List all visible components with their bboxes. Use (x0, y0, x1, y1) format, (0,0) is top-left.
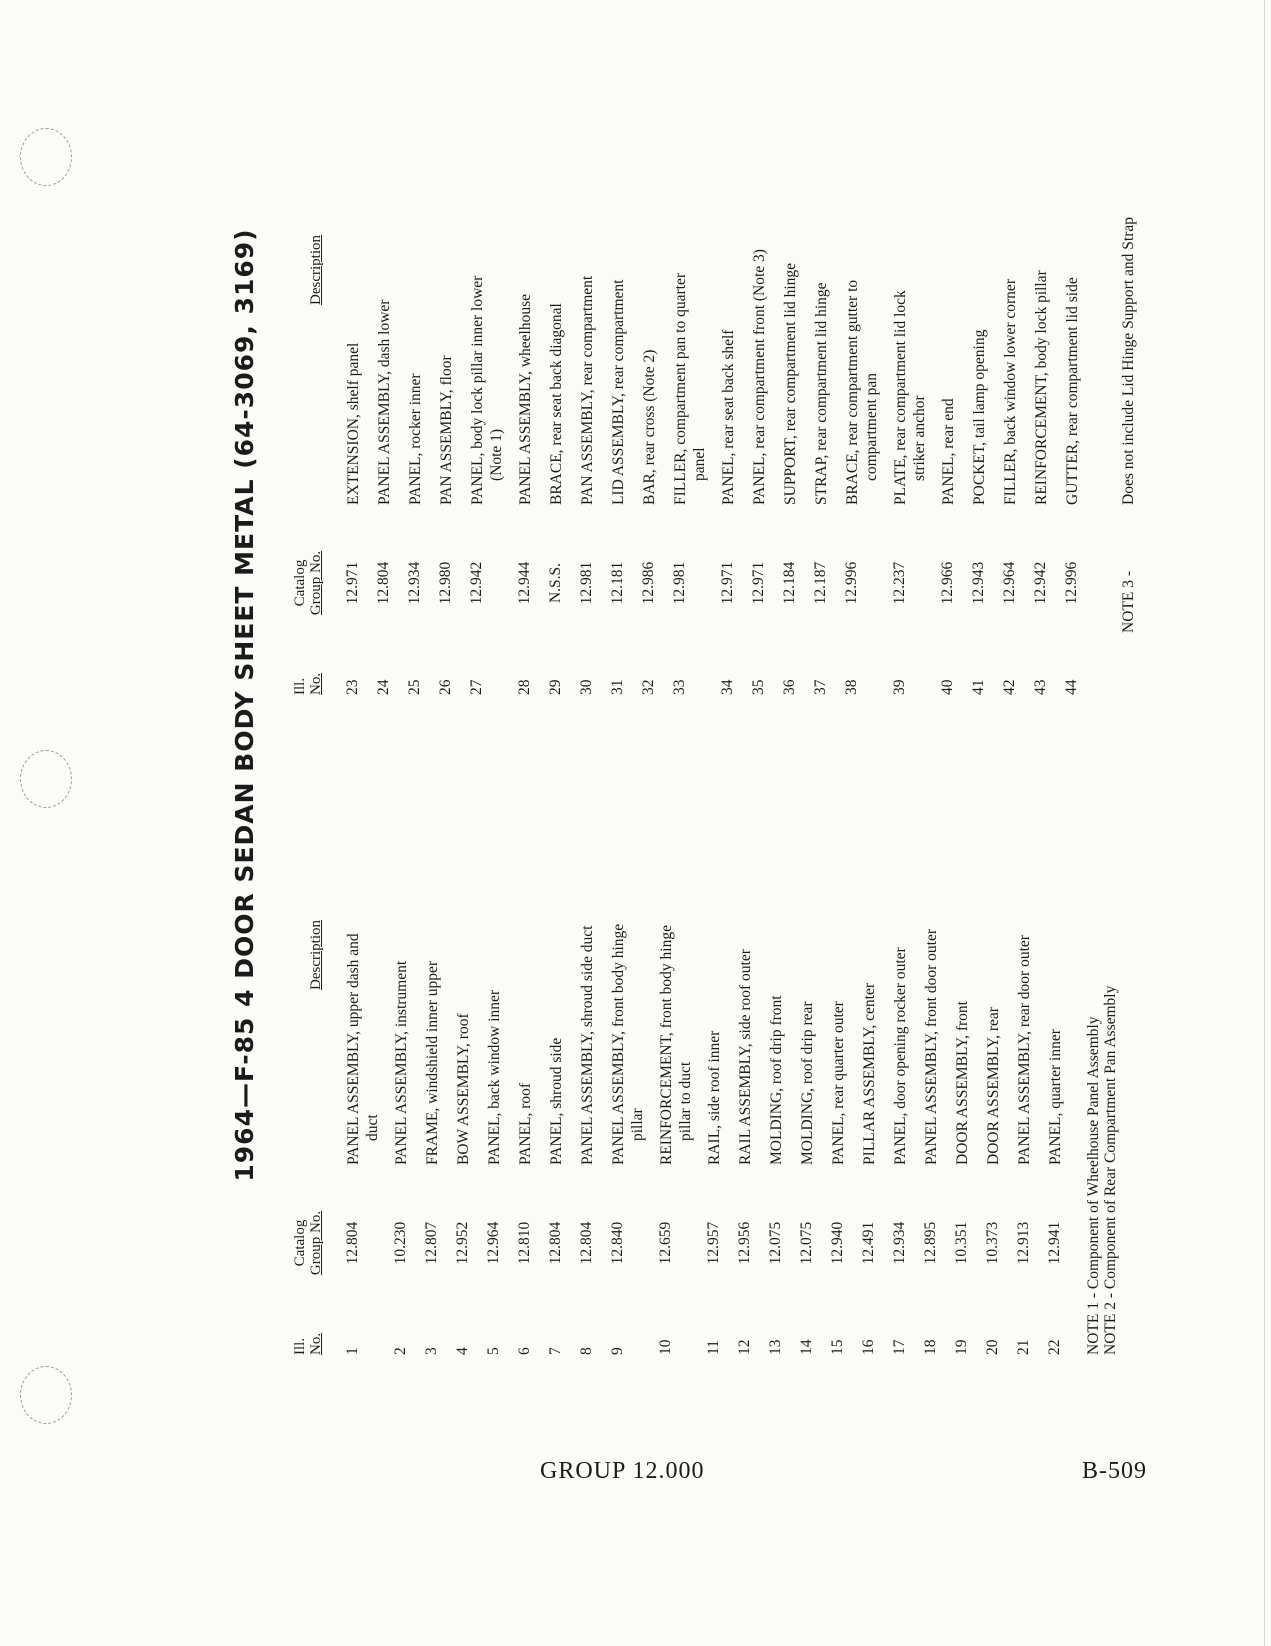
description (843, 35, 881, 505)
ill-no: 3 (423, 1347, 440, 1355)
catalog-group-no: 12.941 (1046, 1221, 1063, 1265)
description-text: PANEL, rear compartment front (Note 3) (751, 249, 768, 505)
ill-no: 44 (1063, 679, 1080, 695)
table-row (750, 15, 781, 695)
description (578, 745, 597, 1165)
description-text: MOLDING, roof drip front (768, 995, 785, 1165)
header-catalog: Catalog Group No. (292, 550, 324, 616)
table-row (705, 735, 736, 1355)
description-text: DOOR ASSEMBLY, rear (985, 1007, 1002, 1165)
ill-no: 24 (375, 679, 392, 695)
description (485, 745, 504, 1165)
ill-no: 35 (750, 679, 767, 695)
description-text: PANEL, quarter inner (1047, 1029, 1064, 1165)
description-text: PANEL ASSEMBLY, front body hinge (610, 923, 627, 1165)
table-row (437, 15, 468, 695)
page-edge (1264, 0, 1265, 1646)
catalog-group-no: 12.913 (1015, 1221, 1032, 1265)
table-row (423, 735, 454, 1355)
description (516, 35, 535, 505)
table-row (485, 735, 516, 1355)
catalog-group-no: 10.230 (392, 1221, 409, 1265)
description-text: PANEL ASSEMBLY, front door outer (923, 929, 940, 1165)
description-text: PANEL ASSEMBLY, rear door outer (1016, 935, 1033, 1165)
description (423, 745, 442, 1165)
ill-no: 32 (640, 679, 657, 695)
catalog-group-no: 12.942 (1032, 561, 1049, 605)
catalog-group-no: 12.964 (485, 1221, 502, 1265)
description-text: DOOR ASSEMBLY, front (954, 1001, 971, 1165)
table-row (609, 15, 640, 695)
rotated-parts-table (230, 15, 1190, 1395)
ill-no: 5 (485, 1347, 502, 1355)
description (1046, 745, 1065, 1165)
ill-no: 1 (344, 1347, 361, 1355)
ill-no: 40 (939, 679, 956, 695)
description (547, 35, 566, 505)
catalog-group-no: 12.810 (516, 1221, 533, 1265)
description-text: PANEL, rear quarter outer (830, 1001, 847, 1165)
table-row (843, 15, 891, 695)
description (891, 745, 910, 1165)
description-text: PANEL, roof (517, 1082, 534, 1165)
description (1032, 35, 1051, 505)
ill-no: 28 (516, 679, 533, 695)
description-text: BRACE, rear compartment gutter to (844, 279, 861, 505)
note-3-text: Does not include Lid Hinge Support and Strap (1120, 217, 1137, 505)
ill-no: 31 (609, 679, 626, 695)
description (939, 35, 958, 505)
table-body-left (344, 735, 1077, 1355)
description-text: RAIL, side roof inner (706, 1030, 723, 1165)
table-header (286, 735, 344, 1355)
description (468, 35, 506, 505)
catalog-group-no: 12.996 (1063, 561, 1080, 605)
description-text: PANEL ASSEMBLY, shroud side duct (579, 925, 596, 1165)
table-row (984, 735, 1015, 1355)
description-text: MOLDING, roof drip rear (799, 1001, 816, 1165)
description (984, 745, 1003, 1165)
description-text: LID ASSEMBLY, rear compartment (610, 279, 627, 505)
ill-no: 9 (609, 1347, 626, 1355)
catalog-group-no: N.S.S. (547, 562, 564, 604)
binder-hole-bottom (20, 1366, 72, 1424)
table-row (406, 15, 437, 695)
catalog-group-no: 12.807 (423, 1221, 440, 1265)
table-row (736, 735, 767, 1355)
table-row (719, 15, 750, 695)
group-label: GROUP 12.000 (540, 1458, 705, 1484)
ill-no: 30 (578, 679, 595, 695)
notes-block (1085, 735, 1119, 1355)
ill-no: 17 (891, 1339, 908, 1355)
ill-no: 26 (437, 679, 454, 695)
description (798, 745, 817, 1165)
table-row (798, 735, 829, 1355)
table-row (812, 15, 843, 695)
description-text: GUTTER, rear compartment lid side (1064, 277, 1081, 505)
description-text: PANEL, rear end (940, 398, 957, 505)
catalog-group-no: 12.971 (750, 561, 767, 605)
description (437, 35, 456, 505)
header-ill-no: Ill. No. (292, 1332, 324, 1355)
page-title: 1964—F-85 4 DOOR SEDAN BODY SHEET METAL (64-3069, 3169) (230, 228, 259, 1182)
description-text: PANEL, body lock pillar inner lower (469, 275, 486, 505)
description-text: FRAME, windshield inner upper (424, 960, 441, 1165)
description-text: PANEL, back window inner (486, 989, 503, 1165)
table-row (781, 15, 812, 695)
ill-no: 42 (1001, 679, 1018, 695)
header-ill-no: Ill. No. (292, 672, 324, 695)
description (344, 745, 382, 1165)
table-row (939, 15, 970, 695)
description (829, 745, 848, 1165)
table-row (344, 15, 375, 695)
table-row (922, 735, 953, 1355)
catalog-group-no: 12.971 (344, 561, 361, 605)
catalog-group-no: 12.840 (609, 1221, 626, 1265)
description (953, 745, 972, 1165)
catalog-group-no: 12.944 (516, 561, 533, 605)
description-text: BRACE, rear seat back diagonal (548, 303, 565, 505)
header-description: Description (308, 235, 324, 305)
catalog-group-no: 12.184 (781, 561, 798, 605)
description (781, 35, 800, 505)
description-text: PLATE, rear compartment lid lock (892, 290, 909, 505)
ill-no: 12 (736, 1339, 753, 1355)
table-row (891, 15, 939, 695)
parts-table-left (286, 735, 1119, 1355)
catalog-group-no: 12.804 (375, 561, 392, 605)
description-text: REINFORCEMENT, front body hinge (658, 925, 675, 1165)
binder-hole-middle (20, 750, 72, 808)
description-text: STRAP, rear compartment lid hinge (813, 282, 830, 505)
ill-no: 18 (922, 1339, 939, 1355)
ill-no: 37 (812, 679, 829, 695)
parts-table-right (286, 15, 1137, 695)
ill-no: 4 (454, 1347, 471, 1355)
catalog-group-no: 12.491 (860, 1221, 877, 1265)
ill-no: 39 (891, 679, 908, 695)
header-catalog: Catalog Group No. (292, 1210, 324, 1276)
description (1063, 35, 1082, 505)
table-row (953, 735, 984, 1355)
table-row (891, 735, 922, 1355)
description-text: FILLER, compartment pan to quarter (672, 272, 689, 505)
table-row (344, 735, 392, 1355)
catalog-group-no: 12.181 (609, 561, 626, 605)
table-row (375, 15, 406, 695)
catalog-group-no: 12.996 (843, 561, 860, 605)
description-text: PAN ASSEMBLY, rear compartment (579, 275, 596, 505)
description (671, 35, 709, 505)
description-continuation: pillar to duct (677, 1061, 694, 1141)
header-description: Description (308, 920, 324, 990)
catalog-group-no: 12.804 (578, 1221, 595, 1265)
catalog-group-no: 12.966 (939, 561, 956, 605)
table-row (609, 735, 657, 1355)
description-continuation: pillar (629, 1108, 646, 1141)
catalog-group-no: 12.075 (798, 1221, 815, 1265)
description-text: RAIL ASSEMBLY, side roof outer (737, 949, 754, 1165)
table-row (1001, 15, 1032, 695)
ill-no: 25 (406, 679, 423, 695)
catalog-group-no: 12.986 (640, 561, 657, 605)
description (657, 745, 695, 1165)
description-text: BOW ASSEMBLY, roof (455, 1013, 472, 1165)
ill-no: 29 (547, 679, 564, 695)
ill-no: 33 (671, 679, 688, 695)
description-text: BAR, rear cross (Note 2) (641, 349, 658, 505)
ill-no: 43 (1032, 679, 1049, 695)
table-row (671, 15, 719, 695)
description-text: REINFORCEMENT, body lock pillar (1033, 270, 1050, 505)
catalog-group-no: 12.957 (705, 1221, 722, 1265)
description (375, 35, 394, 505)
description (970, 35, 989, 505)
description-text: EXTENSION, shelf panel (345, 342, 362, 505)
description (767, 745, 786, 1165)
description (719, 35, 738, 505)
description (547, 745, 566, 1165)
ill-no: 13 (767, 1339, 784, 1355)
table-row (657, 735, 705, 1355)
catalog-group-no: 12.934 (406, 561, 423, 605)
description-text: PANEL ASSEMBLY, instrument (393, 960, 410, 1165)
description-text: PANEL, door opening rocker outer (892, 947, 909, 1165)
description (516, 745, 535, 1165)
table-row (640, 15, 671, 695)
description-text: PANEL, rear seat back shelf (720, 329, 737, 505)
catalog-group-no: 10.351 (953, 1221, 970, 1265)
catalog-group-no: 12.804 (344, 1221, 361, 1265)
table-body-right (344, 15, 1094, 695)
catalog-group-no: 12.934 (891, 1221, 908, 1265)
description (344, 35, 363, 505)
ill-no: 8 (578, 1347, 595, 1355)
description-text: PANEL, rocker inner (407, 373, 424, 505)
ill-no: 10 (657, 1339, 674, 1355)
description (922, 745, 941, 1165)
table-row (516, 15, 547, 695)
catalog-group-no: 10.373 (984, 1221, 1001, 1265)
catalog-group-no: 12.981 (578, 561, 595, 605)
table-row (1046, 735, 1077, 1355)
ill-no: 6 (516, 1347, 533, 1355)
catalog-group-no: 12.940 (829, 1221, 846, 1265)
table-row (829, 735, 860, 1355)
table-row (1015, 735, 1046, 1355)
catalog-group-no: 12.964 (1001, 561, 1018, 605)
note-1: NOTE 1 - Component of Wheelhouse Panel Assembly (1085, 1016, 1102, 1355)
ill-no: 19 (953, 1339, 970, 1355)
description (640, 35, 659, 505)
description-continuation: compartment pan (863, 372, 880, 481)
ill-no: 34 (719, 679, 736, 695)
description-continuation: panel (691, 447, 708, 481)
description-continuation: (Note 1) (488, 428, 505, 481)
table-row (547, 735, 578, 1355)
description (1015, 745, 1034, 1165)
ill-no: 21 (1015, 1339, 1032, 1355)
ill-no: 7 (547, 1347, 564, 1355)
description (609, 35, 628, 505)
catalog-group-no: 12.956 (736, 1221, 753, 1265)
catalog-group-no: 12.895 (922, 1221, 939, 1265)
description (454, 745, 473, 1165)
table-header (286, 15, 344, 695)
description (750, 35, 769, 505)
table-row (392, 735, 423, 1355)
binder-hole-top (20, 128, 72, 186)
ill-no: 11 (705, 1340, 722, 1355)
description (736, 745, 755, 1165)
description-text: PAN ASSEMBLY, floor (438, 355, 455, 505)
table-row (454, 735, 485, 1355)
description (705, 745, 724, 1165)
catalog-group-no: 12.942 (468, 561, 485, 605)
table-row (516, 735, 547, 1355)
catalog-group-no: 12.952 (454, 1221, 471, 1265)
page-number: B-509 (1082, 1458, 1147, 1484)
table-row (767, 735, 798, 1355)
description (392, 745, 411, 1165)
description-continuation: striker anchor (911, 395, 928, 481)
ill-no: 22 (1046, 1339, 1063, 1355)
catalog-group-no: 12.980 (437, 561, 454, 605)
description (1001, 35, 1020, 505)
ill-no: 23 (344, 679, 361, 695)
description-text: PANEL ASSEMBLY, dash lower (376, 299, 393, 505)
ill-no: 20 (984, 1339, 1001, 1355)
description-text: PANEL ASSEMBLY, upper dash and (345, 933, 362, 1165)
table-row (1063, 15, 1094, 695)
description-text: POCKET, tail lamp opening (971, 329, 988, 505)
description (609, 745, 647, 1165)
ill-no: 15 (829, 1339, 846, 1355)
table-row (468, 15, 516, 695)
ill-no: 27 (468, 679, 485, 695)
description-text: SUPPORT, rear compartment lid hinge (782, 262, 799, 505)
catalog-group-no: 12.971 (719, 561, 736, 605)
catalog-group-no: 12.187 (812, 561, 829, 605)
description (891, 35, 929, 505)
note-3-label: NOTE 3 - (1120, 571, 1137, 633)
description (406, 35, 425, 505)
description-text: PANEL ASSEMBLY, wheelhouse (517, 293, 534, 505)
table-row (970, 15, 1001, 695)
table-row (578, 735, 609, 1355)
table-row (547, 15, 578, 695)
catalog-group-no: 12.075 (767, 1221, 784, 1265)
ill-no: 16 (860, 1339, 877, 1355)
catalog-group-no: 12.804 (547, 1221, 564, 1265)
catalog-group-no: 12.659 (657, 1221, 674, 1265)
description-text: PILLAR ASSEMBLY, center (861, 982, 878, 1165)
ill-no: 2 (392, 1347, 409, 1355)
ill-no: 36 (781, 679, 798, 695)
description-continuation: duct (364, 1114, 381, 1141)
ill-no: 38 (843, 679, 860, 695)
catalog-group-no: 12.981 (671, 561, 688, 605)
description-text: PANEL, shroud side (548, 1037, 565, 1165)
ill-no: 41 (970, 679, 987, 695)
description (812, 35, 831, 505)
catalog-group-no: 12.237 (891, 561, 908, 605)
description (860, 745, 879, 1165)
note-2: NOTE 2 - Component of Rear Compartment Pan Assembly (1102, 985, 1119, 1355)
table-row (578, 15, 609, 695)
ill-no: 14 (798, 1339, 815, 1355)
description (578, 35, 597, 505)
table-row (1032, 15, 1063, 695)
table-row (860, 735, 891, 1355)
description-text: FILLER, back window lower corner (1002, 279, 1019, 505)
catalog-group-no: 12.943 (970, 561, 987, 605)
